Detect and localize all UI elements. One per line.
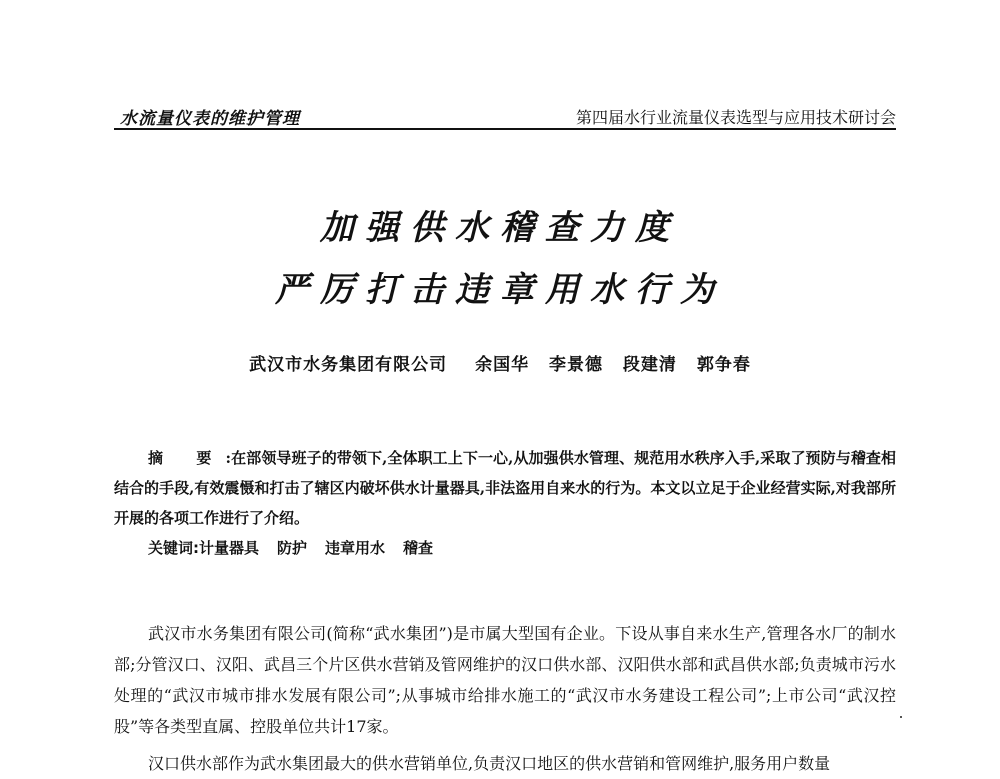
body-section bbox=[114, 618, 896, 742]
keywords-label: 关键词: bbox=[148, 539, 199, 557]
body-paragraph: 汉口供水部作为武水集团最大的供水营销单位,负责汉口地区的供水营销和管网维护,服务用户数量 bbox=[148, 754, 831, 773]
author-name: 段建清 bbox=[622, 355, 677, 375]
author-organization: 武汉市水务集团有限公司 bbox=[249, 355, 448, 375]
running-header bbox=[114, 104, 896, 130]
body-paragraph-cut-off bbox=[114, 748, 896, 773]
body-paragraph: 武汉市水务集团有限公司(简称“武水集团”)是市属大型国有企业。下设从事自来水生产,管理各水厂的制水部;分管汉口、汉阳、武昌三个片区供水营销及管网维护的汉口供水部、汉阳供水部和武昌供水部;负责城市污水处理的“武汉市城市排水发展有限公司”;从事城市给排水施工的“武汉市水务建设工程公司”;上市公司“武汉控股”等各类型直属、控股单位共计17家。 bbox=[114, 624, 896, 736]
abstract-label: 摘 要 bbox=[148, 449, 226, 467]
scan-speck bbox=[900, 716, 902, 718]
keywords-line bbox=[114, 533, 896, 563]
keyword: 防护 bbox=[277, 539, 308, 557]
author-name: 余国华 bbox=[475, 355, 530, 375]
header-conference-title: 第四届水行业流量仪表选型与应用技术研讨会 bbox=[575, 108, 896, 127]
keyword: 稽查 bbox=[403, 539, 434, 557]
byline bbox=[0, 350, 1000, 375]
abstract-text: 在部领导班子的带领下,全体职工上下一心,从加强供水管理、规范用水秩序入手,采取了预防与稽查相结合的手段,有效震慑和打击了辖区内破坏供水计量器具,非法盗用自来水的行为。本文以立足于企业经营实际,对我部所开展的各项工作进行了介绍。 bbox=[114, 449, 897, 527]
paper-title-line-2: 严厉打击违章用水行为 bbox=[275, 270, 725, 310]
author-name: 李景德 bbox=[549, 355, 603, 375]
keyword: 计量器具 bbox=[199, 539, 260, 557]
abstract-paragraph: 摘 要:在部领导班子的带领下,全体职工上下一心,从加强供水管理、规范用水秩序入手,采取了预防与稽查相结合的手段,有效震慑和打击了辖区内破坏供水计量器具,非法盗用自来水的行为。本文以立足于企业经营实际,对我部所开展的各项工作进行了介绍。 bbox=[114, 449, 897, 527]
keyword: 违章用水 bbox=[325, 539, 386, 557]
paper-title-line-1: 加强供水稽查力度 bbox=[320, 208, 680, 248]
author-name: 郭争春 bbox=[696, 355, 751, 375]
abstract-section bbox=[114, 443, 896, 563]
header-section-title: 水流量仪表的维护管理 bbox=[120, 109, 300, 129]
